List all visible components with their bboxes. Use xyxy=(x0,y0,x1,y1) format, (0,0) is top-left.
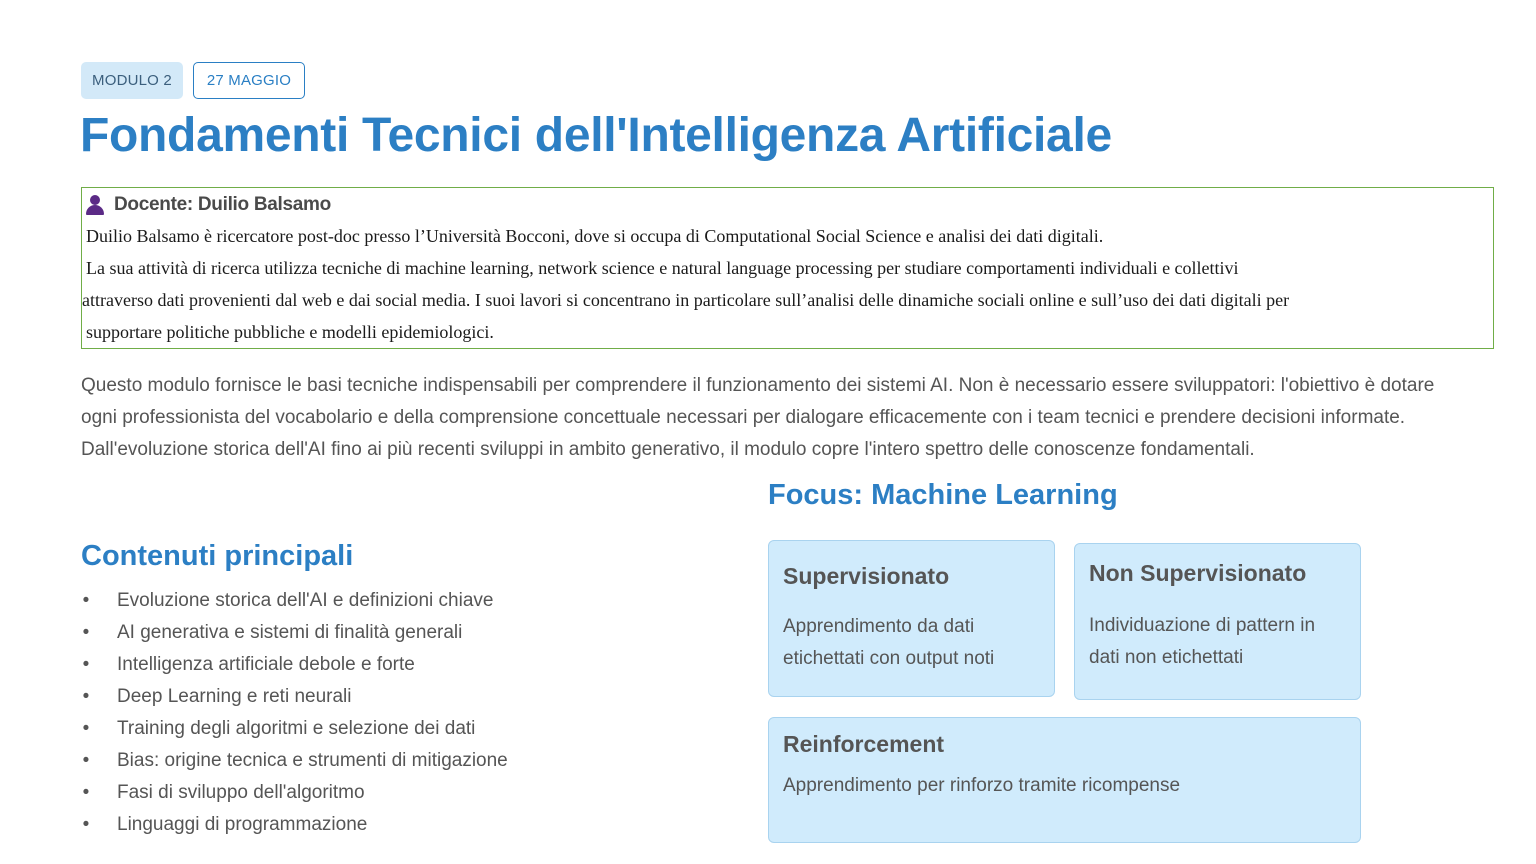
card-unsupervised xyxy=(1074,543,1361,700)
card-title: Non Supervisionato xyxy=(1089,560,1307,586)
module-badge: MODULO 2 xyxy=(81,62,183,99)
teacher-box xyxy=(81,187,1494,349)
card-description: Individuazione di pattern in dati non etichettati xyxy=(1089,615,1316,668)
card-description: Apprendimento per rinforzo tramite ricompense xyxy=(783,775,1181,796)
list-item-text: Training degli algoritmi e selezione dei dati xyxy=(117,718,476,739)
bullet: • xyxy=(82,622,90,643)
bullet: • xyxy=(82,814,90,835)
list-item xyxy=(81,745,508,777)
teacher-bio-line: supportare politiche pubbliche e modelli epidemiologici. xyxy=(86,322,494,342)
list-item xyxy=(81,809,508,841)
list-item-text: Evoluzione storica dell'AI e definizioni chiave xyxy=(117,590,494,611)
card-description: Apprendimento da dati etichettati con output noti xyxy=(783,616,995,669)
module-intro: Questo modulo fornisce le basi tecniche indispensabili per comprendere il funzionamento dei sistemi AI. Non è necessario essere sviluppatori: l'obiettivo è dotare ogni professionista del vocabolario e della comprensione concettuale necessari per dialogare efficacemente con i team tecnici e prendere decisioni informate. Dall'evoluzione storica dell'AI fino ai più recenti sviluppi in ambito generativo, il modulo copre l'intero spettro delle conoscenze fondamentali. xyxy=(81,375,1435,460)
bullet: • xyxy=(82,750,90,771)
list-item-text: Linguaggi di programmazione xyxy=(117,814,368,835)
focus-heading: Focus: Machine Learning xyxy=(768,479,1118,511)
list-item xyxy=(81,585,508,617)
list-item-text: AI generativa e sistemi di finalità generali xyxy=(117,622,463,643)
person-icon xyxy=(85,195,105,215)
list-item-text: Intelligenza artificiale debole e forte xyxy=(117,654,415,675)
list-item xyxy=(81,777,508,809)
teacher-heading-row xyxy=(85,194,331,216)
teacher-bio-line: La sua attività di ricerca utilizza tecniche di machine learning, network science e natural language processing per studiare comportamenti individuali e collettivi xyxy=(86,258,1239,278)
list-item xyxy=(81,713,508,745)
card-title: Reinforcement xyxy=(783,731,945,757)
page-title: Fondamenti Tecnici dell'Intelligenza Artificiale xyxy=(80,109,1112,162)
date-badge: 27 MAGGIO xyxy=(193,62,305,99)
bullet: • xyxy=(82,654,90,675)
teacher-bio-line: attraverso dati provenienti dal web e dai social media. I suoi lavori si concentrano in particolare sull’analisi delle dinamiche sociali online e sull’uso dei dati digitali per xyxy=(82,290,1290,310)
bullet: • xyxy=(82,782,90,803)
list-item-text: Deep Learning e reti neurali xyxy=(117,686,352,707)
card-reinforcement xyxy=(768,717,1361,843)
list-item xyxy=(81,617,508,649)
list-item-text: Fasi di sviluppo dell'algoritmo xyxy=(117,782,365,803)
contents-list xyxy=(81,585,508,841)
teacher-bio-line: Duilio Balsamo è ricercatore post-doc presso l’Università Bocconi, dove si occupa di Computational Social Science e analisi dei dati digitali. xyxy=(86,226,1104,246)
bullet: • xyxy=(82,590,90,611)
list-item xyxy=(81,681,508,713)
teacher-heading: Docente: Duilio Balsamo xyxy=(114,194,331,215)
card-supervised xyxy=(768,540,1055,697)
contents-heading: Contenuti principali xyxy=(81,540,354,572)
bullet: • xyxy=(82,718,90,739)
bullet: • xyxy=(82,686,90,707)
list-item-text: Bias: origine tecnica e strumenti di mitigazione xyxy=(117,750,508,771)
card-title: Supervisionato xyxy=(783,563,950,589)
list-item xyxy=(81,649,508,681)
